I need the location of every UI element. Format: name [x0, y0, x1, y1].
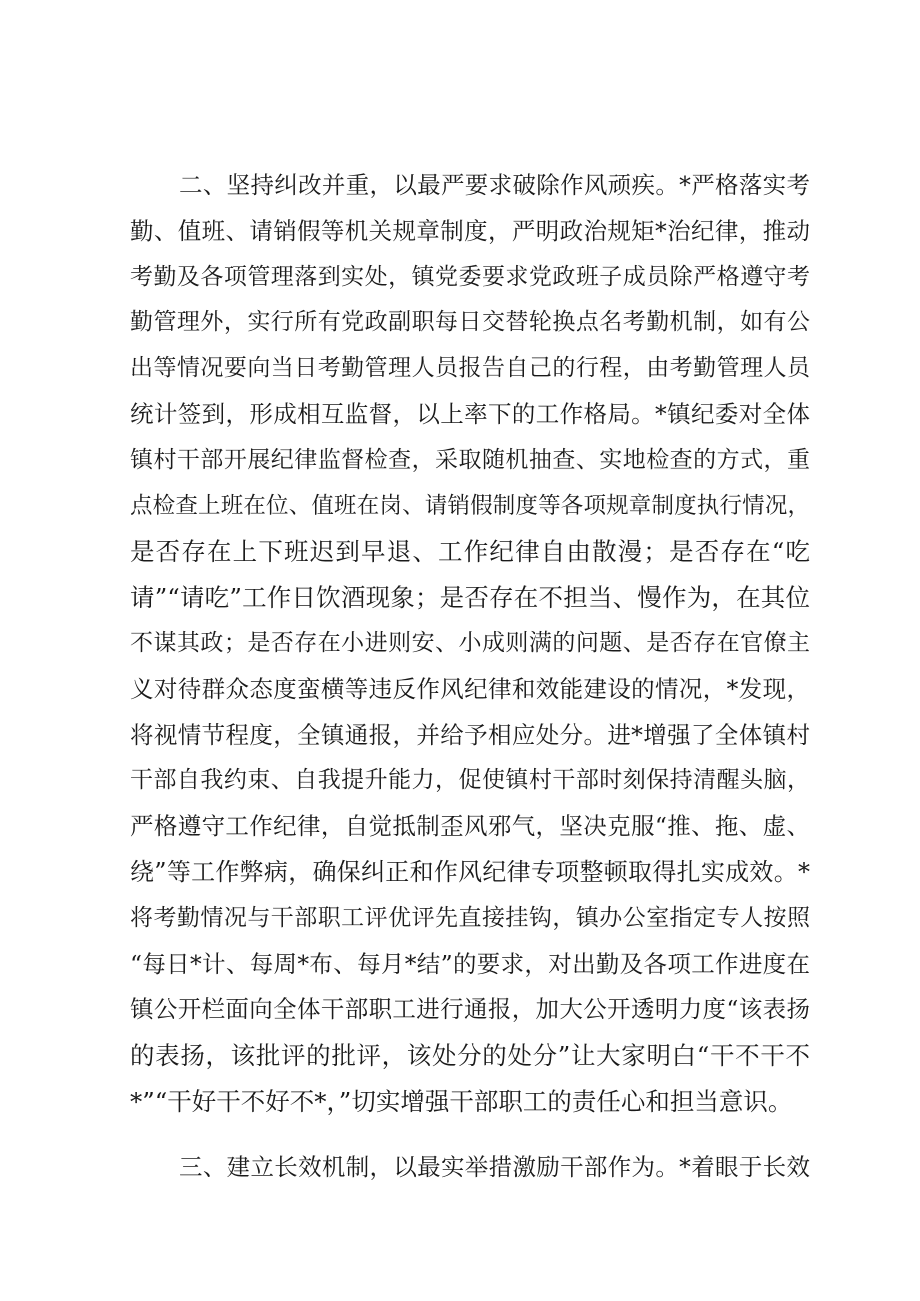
- paragraph-line: 请”“请吃”工作日饮酒现象；是否存在不担当、慢作为，在其位: [130, 583, 810, 613]
- paragraph-line: 勤、值班、请销假等机关规章制度，严明政治规矩*治纪律，推动: [130, 216, 810, 245]
- paragraph-line: 干部自我约束、自我提升能力，促使镇村干部时刻保持清醒头脑，: [130, 767, 810, 794]
- paragraph-line: 二、坚持纠改并重，以最严要求破除作风顽疾。*严格落实考: [179, 171, 810, 199]
- paragraph-line: 点检查上班在位、值班在岗、请销假制度等各项规章制度执行情况，: [130, 492, 810, 519]
- paragraph-line: “每日*计、每周*布、每月*结”的要求，对出勤及各项工作进度在: [130, 949, 810, 978]
- paragraph-line: 绕”等工作弊病，确保纠正和作风纪律专项整顿取得扎实成效。*: [130, 857, 810, 886]
- paragraph-line: 将考勤情况与干部职工评优评先直接挂钩，镇办公室指定专人按照: [130, 904, 810, 931]
- paragraph-line: *”“干好干不好不*，”切实增强干部职工的责任心和担当意识。: [130, 1086, 793, 1116]
- paragraph-line: 镇公开栏面向全体干部职工进行通报，加大公开透明力度“该表扬: [130, 995, 810, 1024]
- paragraph-line: 统计签到，形成相互监督，以上率下的工作格局。*镇纪委对全体: [130, 399, 810, 428]
- paragraph-line: 考勤及各项管理落到实处，镇党委要求党政班子成员除严格遵守考: [130, 263, 810, 290]
- paragraph-line: 出等情况要向当日考勤管理人员报告自己的行程，由考勤管理人员: [130, 355, 810, 382]
- paragraph-line: 不谋其政；是否存在小进则安、小成则满的问题、是否存在官僚主: [130, 629, 810, 656]
- paragraph-line: 勤管理外，实行所有党政副职每日交替轮换点名考勤机制，如有公: [130, 309, 810, 336]
- paragraph-3: [130, 1145, 810, 1191]
- paragraph-line: 严格遵守工作纪律，自觉抵制歪风邪气，坚决克服“推、拖、虚、: [130, 812, 810, 841]
- paragraph-line: 镇村干部开展纪律监督检查，采取随机抽查、实地检查的方式，重: [130, 446, 810, 473]
- document-body: [130, 163, 810, 1191]
- paragraph-gap: [130, 1125, 810, 1145]
- paragraph-line: 三、建立长效机制，以最实举措激励干部作为。*着眼于长效: [179, 1152, 810, 1181]
- paragraph-2: [130, 163, 810, 1125]
- paragraph-line: 是否存在上下班迟到早退、工作纪律自由散漫；是否存在“吃: [130, 537, 810, 567]
- paragraph-line: 义对待群众态度蛮横等违反作风纪律和效能建设的情况，*发现，: [130, 674, 810, 703]
- paragraph-line: 的表扬，该批评的批评，该处分的处分”让大家明白“干不干不: [130, 1041, 810, 1071]
- paragraph-line: 将视情节程度，全镇通报，并给予相应处分。进*增强了全体镇村: [130, 720, 810, 749]
